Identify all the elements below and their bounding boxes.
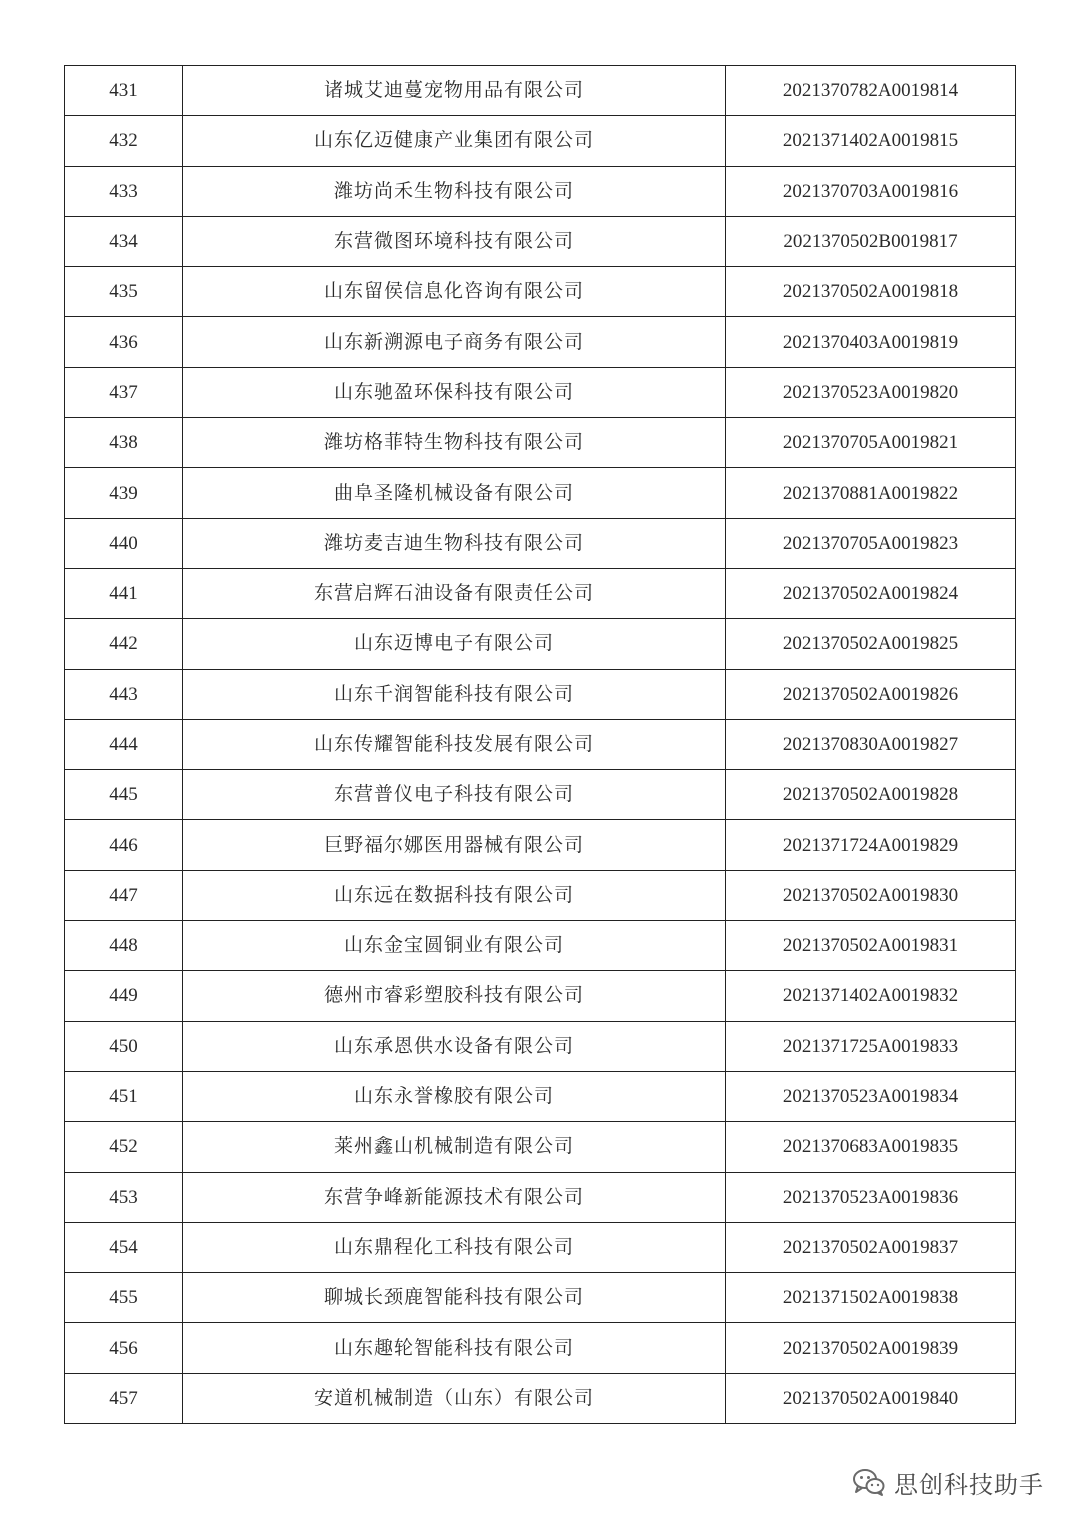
row-number: 435	[65, 267, 183, 317]
company-name: 山东千润智能科技有限公司	[183, 669, 726, 719]
table-row	[65, 669, 1016, 719]
row-number: 432	[65, 116, 183, 166]
registration-code: 2021370502A0019840	[726, 1373, 1016, 1423]
table-row	[65, 518, 1016, 568]
row-number: 454	[65, 1222, 183, 1272]
registration-code: 2021370523A0019836	[726, 1172, 1016, 1222]
company-name: 潍坊格菲特生物科技有限公司	[183, 418, 726, 468]
registration-code: 2021371724A0019829	[726, 820, 1016, 870]
company-name: 莱州鑫山机械制造有限公司	[183, 1122, 726, 1172]
table-row	[65, 820, 1016, 870]
row-number: 453	[65, 1172, 183, 1222]
company-name: 山东留侯信息化咨询有限公司	[183, 267, 726, 317]
company-name: 德州市睿彩塑胶科技有限公司	[183, 971, 726, 1021]
company-name: 山东永誉橡胶有限公司	[183, 1071, 726, 1121]
table-row	[65, 568, 1016, 618]
registration-code: 2021370523A0019820	[726, 367, 1016, 417]
row-number: 452	[65, 1122, 183, 1172]
row-number: 451	[65, 1071, 183, 1121]
company-name: 东营微图环境科技有限公司	[183, 216, 726, 266]
table-row	[65, 1222, 1016, 1272]
company-name: 山东金宝圆铜业有限公司	[183, 921, 726, 971]
table-row	[65, 870, 1016, 920]
row-number: 450	[65, 1021, 183, 1071]
row-number: 442	[65, 619, 183, 669]
row-number: 448	[65, 921, 183, 971]
table-row	[65, 619, 1016, 669]
company-name: 山东趣轮智能科技有限公司	[183, 1323, 726, 1373]
company-name: 巨野福尔娜医用器械有限公司	[183, 820, 726, 870]
company-name: 潍坊尚禾生物科技有限公司	[183, 166, 726, 216]
registration-code: 2021370705A0019823	[726, 518, 1016, 568]
table-row	[65, 66, 1016, 116]
watermark	[852, 1462, 1044, 1502]
company-name: 山东鼎程化工科技有限公司	[183, 1222, 726, 1272]
table-row	[65, 216, 1016, 266]
row-number: 441	[65, 568, 183, 618]
table-row	[65, 1122, 1016, 1172]
table-row	[65, 1172, 1016, 1222]
registration-code: 2021371725A0019833	[726, 1021, 1016, 1071]
row-number: 446	[65, 820, 183, 870]
row-number: 445	[65, 770, 183, 820]
company-name: 山东亿迈健康产业集团有限公司	[183, 116, 726, 166]
row-number: 436	[65, 317, 183, 367]
row-number: 444	[65, 719, 183, 769]
registration-code: 2021370502A0019824	[726, 568, 1016, 618]
watermark-text: 思创科技助手	[894, 1470, 1044, 1499]
row-number: 433	[65, 166, 183, 216]
company-name: 曲阜圣隆机械设备有限公司	[183, 468, 726, 518]
table-row	[65, 1071, 1016, 1121]
table-row	[65, 166, 1016, 216]
row-number: 455	[65, 1273, 183, 1323]
company-name: 潍坊麦吉迪生物科技有限公司	[183, 518, 726, 568]
row-number: 439	[65, 468, 183, 518]
wechat-icon	[852, 1467, 886, 1497]
registration-code: 2021370403A0019819	[726, 317, 1016, 367]
company-name: 东营争峰新能源技术有限公司	[183, 1172, 726, 1222]
registration-code: 2021370705A0019821	[726, 418, 1016, 468]
registration-code: 2021370683A0019835	[726, 1122, 1016, 1172]
table-row	[65, 267, 1016, 317]
row-number: 440	[65, 518, 183, 568]
company-name: 山东远在数据科技有限公司	[183, 870, 726, 920]
row-number: 449	[65, 971, 183, 1021]
registration-code: 2021371402A0019815	[726, 116, 1016, 166]
company-name: 东营普仪电子科技有限公司	[183, 770, 726, 820]
company-name: 山东迈博电子有限公司	[183, 619, 726, 669]
table-row	[65, 719, 1016, 769]
row-number: 434	[65, 216, 183, 266]
registration-code: 2021370782A0019814	[726, 66, 1016, 116]
table-row	[65, 1323, 1016, 1373]
registration-code: 2021370502A0019818	[726, 267, 1016, 317]
registration-code: 2021370502A0019830	[726, 870, 1016, 920]
company-name: 诸城艾迪蔓宠物用品有限公司	[183, 66, 726, 116]
row-number: 457	[65, 1373, 183, 1423]
table-row	[65, 418, 1016, 468]
row-number: 431	[65, 66, 183, 116]
registry-table-body	[65, 66, 1016, 1424]
row-number: 438	[65, 418, 183, 468]
registration-code: 2021370502A0019825	[726, 619, 1016, 669]
company-name: 山东传耀智能科技发展有限公司	[183, 719, 726, 769]
registration-code: 2021370502A0019837	[726, 1222, 1016, 1272]
registration-code: 2021371502A0019838	[726, 1273, 1016, 1323]
table-row	[65, 921, 1016, 971]
company-name: 东营启辉石油设备有限责任公司	[183, 568, 726, 618]
table-row	[65, 116, 1016, 166]
registration-code: 2021370881A0019822	[726, 468, 1016, 518]
registration-code: 2021370502B0019817	[726, 216, 1016, 266]
company-name: 山东新溯源电子商务有限公司	[183, 317, 726, 367]
table-row	[65, 1373, 1016, 1423]
row-number: 447	[65, 870, 183, 920]
registration-code: 2021370523A0019834	[726, 1071, 1016, 1121]
registration-code: 2021370502A0019839	[726, 1323, 1016, 1373]
company-registry-table	[64, 65, 1016, 1424]
company-name: 聊城长颈鹿智能科技有限公司	[183, 1273, 726, 1323]
table-row	[65, 468, 1016, 518]
registration-code: 2021371402A0019832	[726, 971, 1016, 1021]
row-number: 437	[65, 367, 183, 417]
registration-code: 2021370502A0019828	[726, 770, 1016, 820]
company-name: 山东驰盈环保科技有限公司	[183, 367, 726, 417]
table-row	[65, 1021, 1016, 1071]
table-row	[65, 770, 1016, 820]
registration-code: 2021370703A0019816	[726, 166, 1016, 216]
table-row	[65, 317, 1016, 367]
registration-code: 2021370502A0019826	[726, 669, 1016, 719]
row-number: 456	[65, 1323, 183, 1373]
row-number: 443	[65, 669, 183, 719]
company-name: 安道机械制造（山东）有限公司	[183, 1373, 726, 1423]
registration-code: 2021370502A0019831	[726, 921, 1016, 971]
company-name: 山东承恩供水设备有限公司	[183, 1021, 726, 1071]
table-row	[65, 971, 1016, 1021]
table-row	[65, 367, 1016, 417]
table-row	[65, 1273, 1016, 1323]
registration-code: 2021370830A0019827	[726, 719, 1016, 769]
